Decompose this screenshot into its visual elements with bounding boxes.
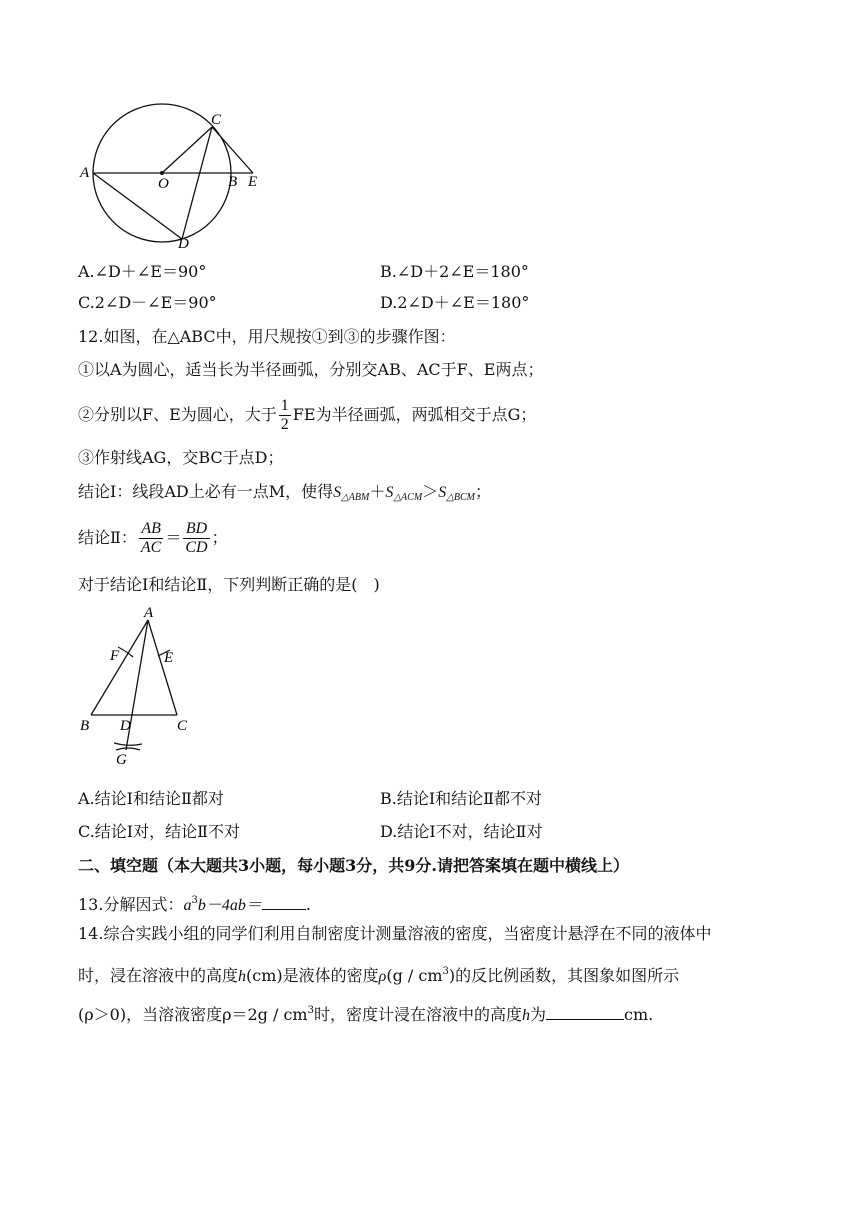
label-b: B (228, 174, 238, 190)
label-f: F (110, 648, 120, 664)
q14-l3c: 时，密度计浸在溶液中的高度 (313, 1005, 522, 1024)
q13-end: . (305, 895, 311, 914)
q14-l3b: ρ＝2g / cm (222, 1005, 308, 1024)
q12-stem: 12.如图，在△ABC中，用尺规按①到③的步骤作图： (78, 327, 456, 346)
center-point (160, 171, 164, 175)
c2-d1: AC (140, 539, 162, 556)
label-a: A (80, 165, 90, 181)
q12-option-c: C.结论Ⅰ对，结论Ⅱ不对 (78, 822, 240, 841)
c1-gt: ＞ (422, 482, 439, 501)
q12-conclusion-2 (78, 516, 228, 560)
q12-option-a: A.结论Ⅰ和结论Ⅱ都对 (78, 789, 224, 808)
triangle-figure (78, 602, 198, 772)
c2-n2: BD (183, 520, 209, 539)
step2-post: FE为半径画弧，两弧相交于点G； (292, 405, 537, 424)
ratio-bd-cd (183, 520, 209, 557)
segment-ce (212, 127, 253, 173)
label-e: E (164, 650, 174, 666)
q12-step-3: ③作射线AG，交BC于点D； (78, 448, 284, 467)
c1-pre: 结论Ⅰ：线段AD上必有一点M，使得 (78, 482, 334, 501)
c2-end: ； (211, 528, 228, 547)
q13 (78, 891, 311, 916)
label-g: G (116, 752, 127, 768)
label-e: E (248, 174, 258, 190)
c1-sub2: △ACM (393, 492, 423, 503)
frac-den: 2 (280, 416, 289, 433)
q12-step-2 (78, 395, 536, 435)
q14-line-2 (78, 962, 679, 987)
section-heading: 二、填空题（本大题共3小题，每小题3分，共9分.请把答案填在题中横线上） (78, 856, 629, 875)
q14-rho: ρ (378, 968, 387, 985)
q11-option-a: A.∠D＋∠E＝90° (78, 262, 207, 281)
label-o: O (158, 176, 169, 192)
q11-option-d: D.2∠D＋∠E＝180° (380, 293, 530, 312)
q14-l3a: (ρ＞0)，当溶液密度 (78, 1005, 223, 1024)
c2-d2: CD (185, 539, 208, 556)
q12-step-1: ①以A为圆心，适当长为半径画弧，分别交AB、AC于F、E两点； (78, 360, 544, 379)
c1-sub1: △ABM (341, 492, 370, 503)
label-d: D (178, 236, 189, 252)
label-b: B (80, 718, 90, 734)
q14-unit: cm. (624, 1005, 654, 1024)
c1-s3: S (438, 484, 447, 501)
q14-exp1: 3 (442, 966, 449, 977)
q14-l2d: )的反比例函数，其图象如图所示 (448, 966, 680, 985)
c1-s2: S (385, 484, 394, 501)
q14-exp2: 3 (307, 1005, 314, 1016)
ratio-ab-ac (139, 520, 163, 557)
circle-figure (78, 102, 278, 254)
label-c: C (211, 112, 222, 128)
step2-pre: ②分别以F、E为圆心，大于 (78, 405, 277, 424)
q12-option-b: B.结论Ⅰ和结论Ⅱ都不对 (380, 789, 543, 808)
segment-cd (182, 127, 212, 239)
c1-plus: ＋ (369, 482, 386, 501)
q14-line-1: 14.综合实践小组的同学们利用自制密度计测量溶液的密度，当密度计悬浮在不同的液体中 (78, 924, 712, 943)
c1-s1: S (333, 484, 342, 501)
arc-g1 (114, 743, 142, 745)
q11-option-c: C.2∠D－∠E＝90° (78, 293, 217, 312)
q12-option-d: D.结论Ⅰ不对，结论Ⅱ对 (380, 822, 543, 841)
q14-h: h (238, 968, 247, 985)
c2-eq: ＝ (165, 528, 182, 547)
q13-rest: b－4ab＝ (197, 897, 262, 914)
q13-exp: 3 (191, 895, 198, 906)
arc-g2 (116, 748, 140, 750)
q12-conclusion-1 (78, 482, 491, 508)
q13-a: a (183, 897, 192, 914)
half-fraction (279, 397, 291, 434)
q14-h2: h (522, 1007, 530, 1024)
answer-blank-14[interactable] (546, 1005, 624, 1020)
frac-num: 1 (280, 397, 289, 414)
q14-l2c: (g / cm (386, 966, 443, 985)
answer-blank-13[interactable] (262, 895, 306, 910)
q14-l2a: 时，浸在溶液中的高度 (78, 966, 239, 985)
segment-oc (162, 127, 212, 173)
c1-end: ； (475, 482, 492, 501)
c1-sub3: △BCM (446, 492, 475, 503)
label-a: A (144, 605, 154, 621)
q14-line-3 (78, 1001, 653, 1026)
label-d: D (120, 718, 131, 734)
c2-pre: 结论Ⅱ： (78, 528, 137, 547)
q14-l3d: 为 (530, 1005, 547, 1024)
side-ac (148, 620, 177, 715)
q11-option-b: B.∠D＋2∠E＝180° (380, 262, 529, 281)
c2-n1: AB (139, 520, 163, 539)
q14-l2b: (cm)是液体的密度 (246, 966, 379, 985)
q13-pre: 13.分解因式： (78, 895, 184, 914)
label-c: C (177, 718, 188, 734)
q12-question: 对于结论Ⅰ和结论Ⅱ，下列判断正确的是( ) (78, 575, 380, 594)
